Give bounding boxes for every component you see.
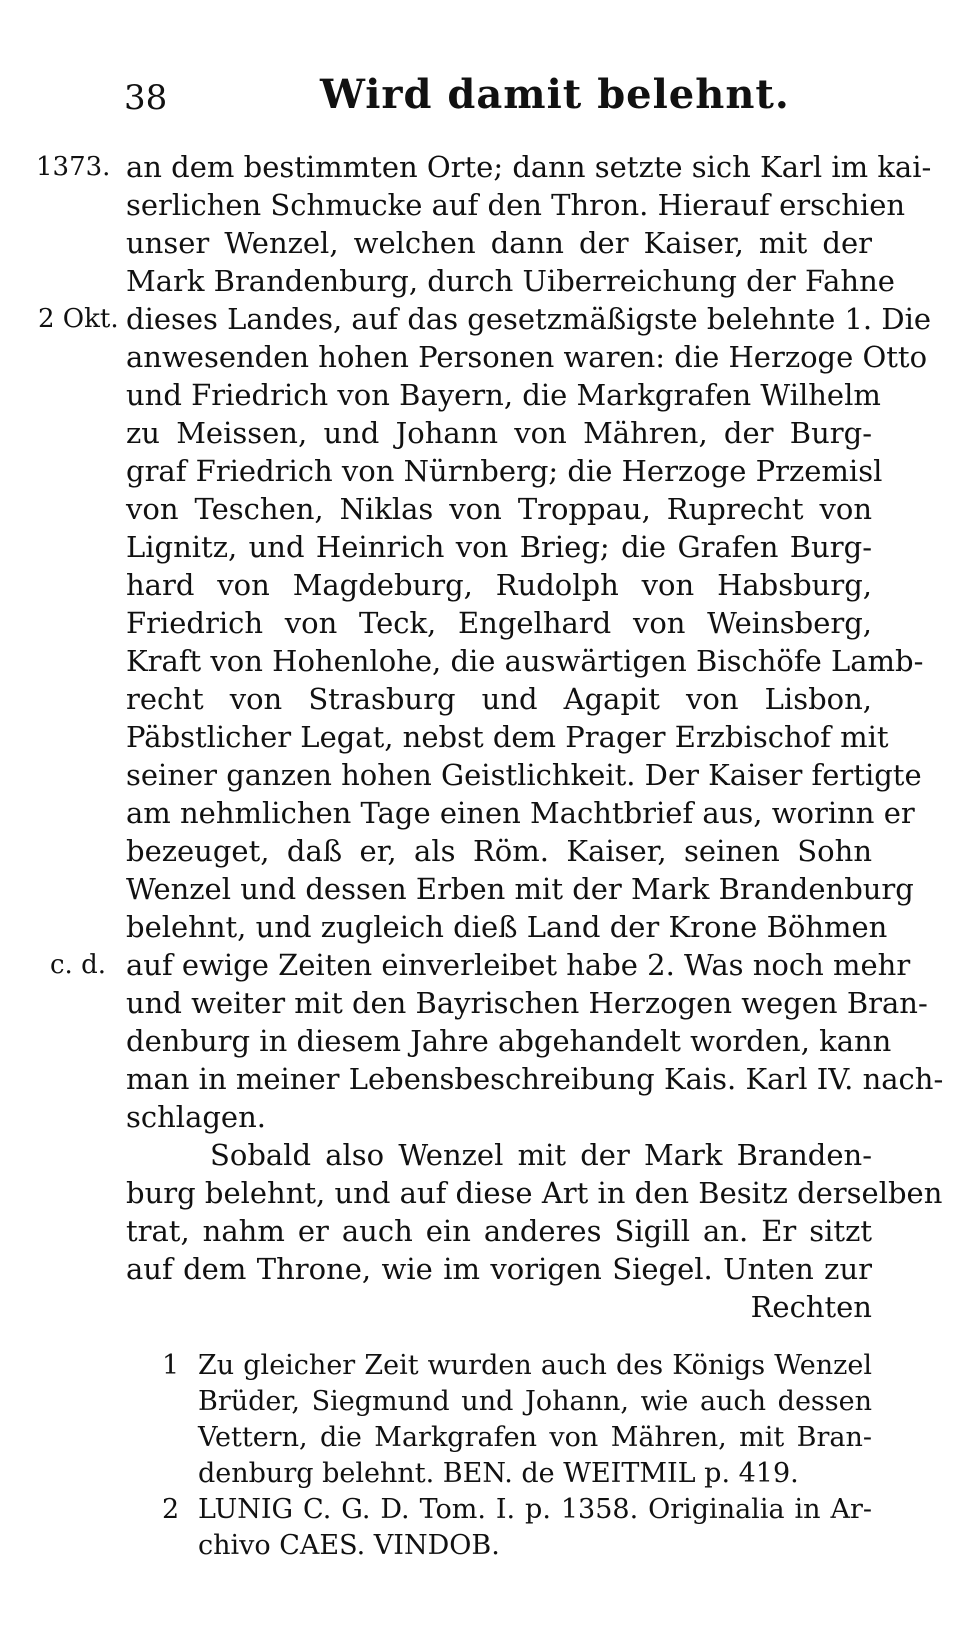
text-line: graf Friedrich von Nürnberg; die Herzoge Przemisl: [126, 454, 883, 488]
text-line: schlagen.: [126, 1100, 266, 1134]
text-line: und Friedrich von Bayern, die Markgrafen Wilhelm: [126, 378, 881, 412]
text-line: dieses Landes, auf das gesetzmäßigste belehnte 1. Die: [126, 302, 932, 336]
text-line: an dem bestimmten Orte; dann setzte sich Karl im kai-: [126, 150, 932, 184]
paragraph: [126, 1136, 943, 1288]
margin-note-year: 1373.: [36, 152, 111, 182]
text-line: Lignitz, und Heinrich von Brieg; die Grafen Burg-: [126, 530, 872, 564]
text-line: bezeuget, daß er, als Röm. Kaiser, seinen Sohn: [126, 834, 872, 868]
footnotes: [150, 1348, 872, 1564]
text-line: am nehmlichen Tage einen Machtbrief aus, worinn er: [126, 796, 915, 830]
text-line: burg belehnt, und auf diese Art in den Besitz derselben: [126, 1176, 943, 1210]
text-line: Mark Brandenburg, durch Uiberreichung der Fahne: [126, 264, 895, 298]
running-head: Wird damit belehnt.: [320, 71, 790, 118]
page-number: 38: [124, 78, 168, 118]
footnote: [150, 1492, 872, 1564]
footnote: [150, 1348, 872, 1492]
margin-note-date: 2 Okt.: [38, 304, 119, 334]
footnote-line: LUNIG C. G. D. Tom. I. p. 1358. Originalia in Ar-: [198, 1494, 872, 1525]
text-line: Friedrich von Teck, Engelhard von Weinsberg,: [126, 606, 872, 640]
text-line: und weiter mit den Bayrischen Herzogen wegen Bran-: [126, 986, 928, 1020]
main-text: [126, 148, 944, 1326]
text-line: Kraft von Hohenlohe, die auswärtigen Bischöfe Lamb-: [126, 644, 924, 678]
text-line: Sobald also Wenzel mit der Mark Branden-: [210, 1138, 872, 1172]
text-line: auf ewige Zeiten einverleibet habe 2. Was noch mehr: [126, 948, 911, 982]
text-line: belehnt, und zugleich dieß Land der Krone Böhmen: [126, 910, 888, 944]
text-line: trat, nahm er auch ein anderes Sigill an. Er sitzt: [126, 1214, 872, 1248]
text-line: unser Wenzel, welchen dann der Kaiser, mit der: [126, 226, 872, 260]
footnote-line: chivo CAES. VINDOB.: [198, 1530, 500, 1561]
catchword: Rechten: [750, 1290, 872, 1324]
text-line: recht von Strasburg und Agapit von Lisbon,: [126, 682, 872, 716]
footnote-text: [198, 1492, 872, 1564]
footnote-line: Vettern, die Markgrafen von Mähren, mit Bran-: [198, 1422, 872, 1453]
footnote-text: [198, 1348, 872, 1492]
margin-note-reference: c. d.: [50, 950, 106, 980]
text-line: denburg in diesem Jahre abgehandelt worden, kann: [126, 1024, 892, 1058]
text-line: Wenzel und dessen Erben mit der Mark Brandenburg: [126, 872, 914, 906]
text-line: man in meiner Lebensbeschreibung Kais. Karl IV. nach-: [126, 1062, 944, 1096]
text-line: auf dem Throne, wie im vorigen Siegel. Unten zur: [126, 1252, 872, 1286]
footnote-marker: 1: [162, 1350, 180, 1381]
paragraph: [126, 148, 944, 1136]
text-line: anwesenden hohen Personen waren: die Herzoge Otto: [126, 340, 928, 374]
footnote-marker: 2: [162, 1494, 180, 1525]
footnote-line: Brüder, Siegmund und Johann, wie auch dessen: [198, 1386, 872, 1417]
text-line: seiner ganzen hohen Geistlichkeit. Der Kaiser fertigte: [126, 758, 922, 792]
text-line: serlichen Schmucke auf den Thron. Hierauf erschien: [126, 188, 906, 222]
text-line: von Teschen, Niklas von Troppau, Ruprecht von: [126, 492, 872, 526]
footnote-line: denburg belehnt. BEN. de WEITMIL p. 419.: [198, 1458, 799, 1489]
text-line: hard von Magdeburg, Rudolph von Habsburg,: [126, 568, 872, 602]
text-line: zu Meissen, und Johann von Mähren, der Burg-: [126, 416, 872, 450]
footnote-line: Zu gleicher Zeit wurden auch des Königs Wenzel: [198, 1350, 872, 1381]
text-line: Päbstlicher Legat, nebst dem Prager Erzbischof mit: [126, 720, 889, 754]
